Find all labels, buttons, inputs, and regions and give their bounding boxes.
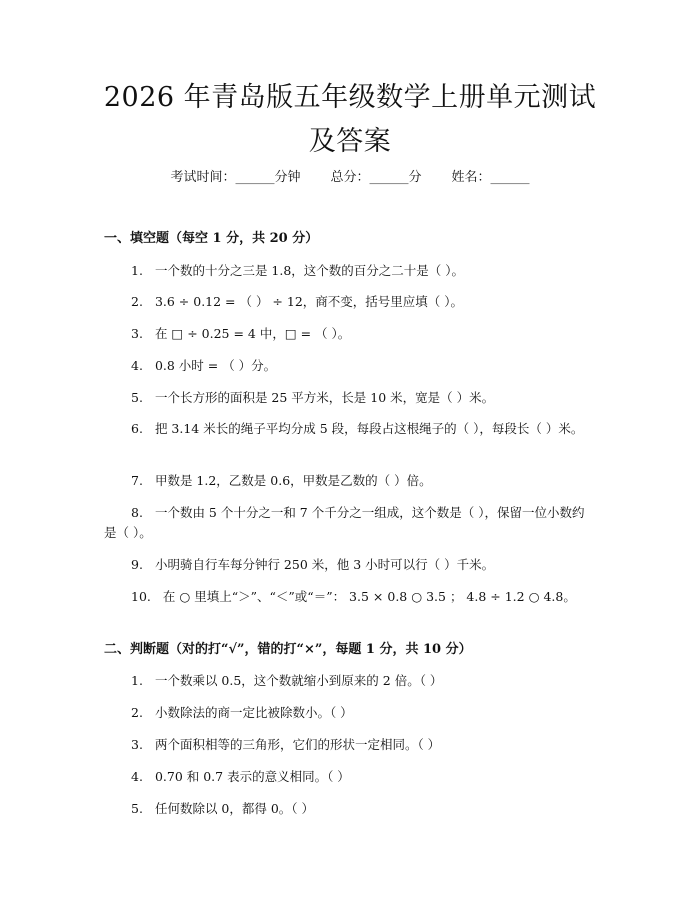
judge-question-4 bbox=[104, 767, 594, 787]
section-true-false-title: 二、判断题（对的打“√”，错的打“×”，每题 1 分，共 10 分） bbox=[104, 642, 472, 657]
question-number: 8. bbox=[131, 505, 143, 520]
question-number: 3. bbox=[131, 326, 143, 341]
question-number: 6. bbox=[131, 421, 143, 436]
student-name-field: 姓名：______ bbox=[451, 170, 530, 185]
question-number: 4. bbox=[131, 358, 143, 373]
judge-question-2 bbox=[104, 703, 594, 723]
question-number: 4. bbox=[131, 769, 143, 784]
total-score-field: 总分：______分 bbox=[330, 170, 422, 185]
judge-question-3 bbox=[104, 735, 594, 755]
question-text: 任何数除以 0，都得 0。（ ） bbox=[154, 801, 315, 816]
fill-question-4 bbox=[104, 356, 594, 376]
exam-time-field: 考试时间：______分钟 bbox=[170, 170, 301, 185]
question-text: 甲数是 1.2，乙数是 0.6，甲数是乙数的（ ）倍。 bbox=[154, 473, 432, 488]
question-text: 0.70 和 0.7 表示的意义相同。（ ） bbox=[154, 769, 350, 784]
fill-question-1 bbox=[104, 261, 594, 281]
document-title: 2026 年青岛版五年级数学上册单元测试及答案 bbox=[103, 82, 597, 157]
question-text: 在 □ ÷ 0.25 = 4 中，□ = （ ）。 bbox=[154, 326, 351, 341]
fill-question-10 bbox=[104, 587, 594, 607]
fill-question-6 bbox=[104, 419, 594, 439]
question-text: 两个面积相等的三角形，它们的形状一定相同。（ ） bbox=[154, 737, 441, 752]
question-number: 1. bbox=[131, 673, 143, 688]
question-number: 10. bbox=[131, 589, 151, 604]
question-text: 3.6 ÷ 0.12 = （ ） ÷ 12，商不变，括号里应填（ ）。 bbox=[154, 294, 464, 309]
question-number: 9. bbox=[131, 557, 143, 572]
question-text: 小数除法的商一定比被除数小。（ ） bbox=[154, 705, 353, 720]
exam-info-line bbox=[0, 170, 700, 186]
section-fill-in-title: 一、填空题（每空 1 分，共 20 分） bbox=[104, 231, 319, 246]
question-text: 一个数乘以 0.5，这个数就缩小到原来的 2 倍。（ ） bbox=[154, 673, 443, 688]
question-text: 一个长方形的面积是 25 平方米，长是 10 米，宽是（ ）米。 bbox=[154, 390, 495, 405]
judge-question-1 bbox=[104, 671, 594, 691]
question-number: 3. bbox=[131, 737, 143, 752]
question-number: 2. bbox=[131, 294, 143, 309]
question-text: 在 ○ 里填上“＞”、“＜”或“＝”： 3.5 × 0.8 ○ 3.5 ； 4.8 ÷ 1.2 ○ 4.8。 bbox=[162, 589, 576, 604]
question-text: 一个数由 5 个十分之一和 7 个千分之一组成，这个数是（ ），保留一位小数约是（ ）。 bbox=[104, 505, 585, 540]
question-text: 一个数的十分之三是 1.8，这个数的百分之二十是（ ）。 bbox=[154, 263, 465, 278]
question-number: 2. bbox=[131, 705, 143, 720]
fill-question-7 bbox=[104, 471, 594, 491]
question-number: 7. bbox=[131, 473, 143, 488]
question-text: 小明骑自行车每分钟行 250 米，他 3 小时可以行（ ）千米。 bbox=[154, 557, 495, 572]
fill-question-3 bbox=[104, 324, 594, 344]
fill-question-8 bbox=[104, 503, 594, 543]
judge-question-5 bbox=[104, 799, 594, 819]
question-number: 1. bbox=[131, 263, 143, 278]
question-text: 0.8 小时 = （ ）分。 bbox=[154, 358, 277, 373]
fill-question-2 bbox=[104, 292, 594, 312]
question-text: 把 3.14 米长的绳子平均分成 5 段，每段占这根绳子的（ ），每段长（ ）米。 bbox=[154, 421, 584, 436]
question-number: 5. bbox=[131, 801, 143, 816]
fill-question-9 bbox=[104, 555, 594, 575]
fill-question-5 bbox=[104, 388, 594, 408]
question-number: 5. bbox=[131, 390, 143, 405]
